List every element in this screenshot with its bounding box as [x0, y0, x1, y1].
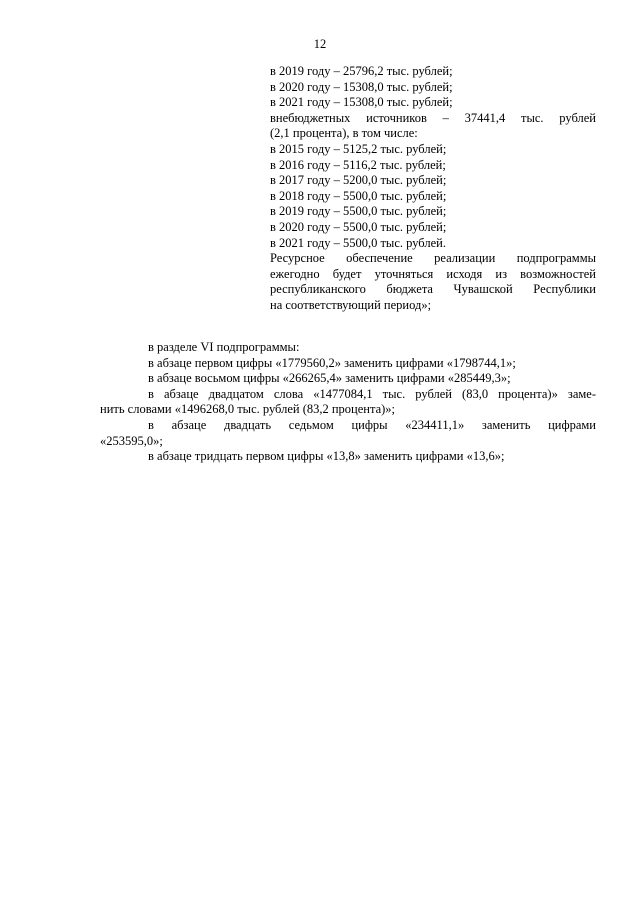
extrabudget-year-2016: в 2016 году – 5116,2 тыс. рублей;	[270, 157, 446, 172]
amendments-body	[100, 340, 596, 465]
extrabudget-year-2020: в 2020 году – 5500,0 тыс. рублей;	[270, 219, 447, 234]
extrabudget-year-2017: в 2017 году – 5200,0 тыс. рублей;	[270, 173, 447, 188]
funding-line-2019: в 2019 году – 25796,2 тыс. рублей;	[270, 64, 453, 78]
paragraph-twentieth-abzats-line1: в абзаце двадцатом слова «1477084,1 тыс. рублей (83,0 процента)» заме-	[148, 386, 596, 401]
paragraph-first-abzats: в абзаце первом цифры «1779560,2» заменить цифрами «1798744,1»;	[148, 355, 516, 370]
paragraph-twentieth-abzats-line2: нить словами «1496268,0 тыс. рублей (83,2 процента)»;	[100, 402, 396, 417]
extrabudget-line-1: внебюджетных источников – 37441,4 тыс. рублей	[270, 110, 596, 125]
funding-line-2021: в 2021 году – 15308,0 тыс. рублей;	[270, 95, 453, 110]
extrabudget-year-2015: в 2015 году – 5125,2 тыс. рублей;	[270, 141, 447, 156]
resource-line-4: на соответствующий период»;	[270, 297, 432, 312]
funding-line-2020: в 2020 году – 15308,0 тыс. рублей;	[270, 79, 453, 94]
resource-line-3: республиканского бюджета Чувашской Республики	[270, 282, 596, 297]
paragraph-twenty-seventh-abzats-line1: в абзаце двадцать седьмом цифры «234411,1» заменить цифрами	[148, 417, 596, 432]
paragraph-section-vi: в разделе VI подпрограммы:	[148, 340, 300, 354]
paragraph-thirty-first-abzats: в абзаце тридцать первом цифры «13,8» заменить цифрами «13,6»;	[148, 449, 505, 464]
extrabudget-year-2021: в 2021 году – 5500,0 тыс. рублей.	[270, 235, 446, 250]
paragraph-eighth-abzats: в абзаце восьмом цифры «266265,4» заменить цифрами «285449,3»;	[148, 371, 511, 386]
extrabudget-year-2019: в 2019 году – 5500,0 тыс. рублей;	[270, 204, 447, 219]
extrabudget-line-2: (2,1 процента), в том числе:	[270, 126, 418, 141]
extrabudget-year-2018: в 2018 году – 5500,0 тыс. рублей;	[270, 188, 447, 203]
resource-line-1: Ресурсное обеспечение реализации подпрограммы	[270, 251, 596, 266]
page-number: 12	[313, 37, 327, 51]
paragraph-twenty-seventh-abzats-line2: «253595,0»;	[100, 433, 163, 448]
funding-block	[270, 64, 596, 314]
resource-line-2: ежегодно будет уточняться исходя из возможностей	[270, 266, 596, 281]
